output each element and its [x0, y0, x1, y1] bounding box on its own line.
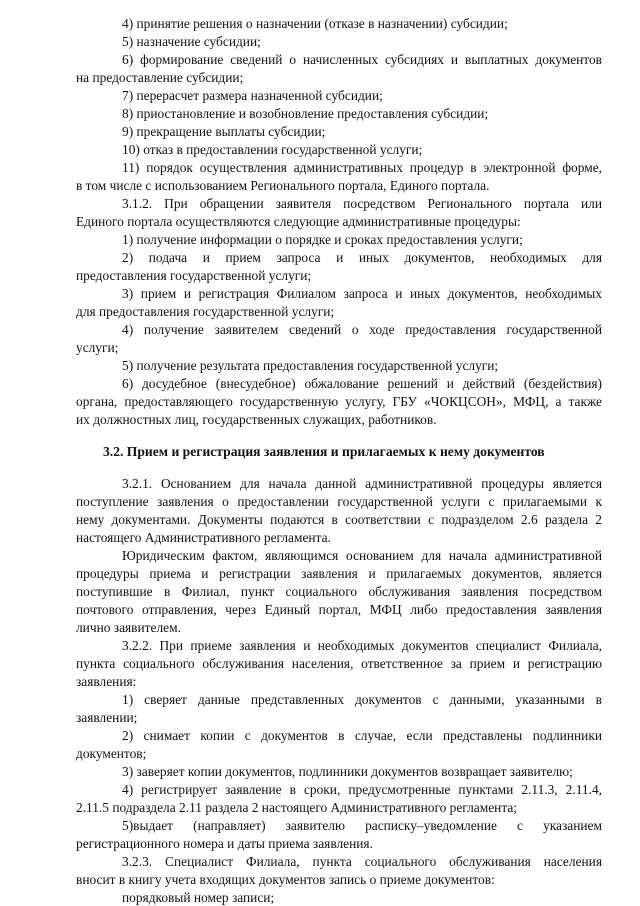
text-line: 6) досудебное (внесудебное) обжалование решений и действий (бездействия): [122, 376, 602, 391]
text-line: Юридическим фактом, являющимся основанием для начала административной: [122, 548, 602, 563]
text-line: 3) заверяет копии документов, подлинники документов возвращает заявителю;: [122, 764, 573, 779]
text-line: их должностных лиц, государственных служащих, работников.: [76, 412, 437, 427]
text-line: 1) получение информации о порядке и сроках предоставления услуги;: [122, 232, 523, 247]
text-line: Единого портала осуществляются следующие административные процедуры:: [76, 214, 521, 229]
text-line: документов;: [76, 746, 147, 761]
text-line: 3.2.1. Основанием для начала данной административной процедуры является: [122, 476, 602, 491]
text-line: заявления:: [76, 674, 137, 689]
text-line: 7) перерасчет размера назначенной субсидии;: [122, 88, 383, 103]
text-line: 3.1.2. При обращении заявителя посредством Регионального портала или: [122, 196, 602, 211]
text-line: 2.11.5 подраздела 2.11 раздела 2 настоящего Административного регламента;: [76, 800, 518, 815]
text-line: поступившие в Филиал, пункт социального обслуживания заявления посредством: [76, 584, 602, 599]
text-line: настоящего Административного регламента.: [76, 530, 331, 545]
text-line: вносит в книгу учета входящих документов запись о приеме документов:: [76, 872, 495, 887]
text-line: 2) снимает копии с документов в случае, если представлены подлинники: [122, 728, 602, 743]
text-line: 1) сверяет данные представленных документов с данными, указанными в: [122, 692, 602, 707]
text-line: услуги;: [76, 340, 119, 355]
text-line: 5) получение результата предоставления государственной услуги;: [122, 358, 499, 373]
text-line: 2) подача и прием запроса и иных документов, необходимых для: [122, 250, 602, 265]
text-line: 4) принятие решения о назначении (отказе в назначении) субсидии;: [122, 16, 508, 31]
text-line: пункта социального обслуживания населения, ответственное за прием и регистрацию: [76, 656, 602, 671]
text-line: порядковый номер записи;: [122, 890, 275, 905]
text-line: 11) порядок осуществления административных процедур в электронной форме,: [122, 160, 602, 175]
text-line: регистрационного номера и даты приема заявления.: [76, 836, 373, 851]
text-line: 3.2.2. При приеме заявления и необходимых документов специалист Филиала,: [122, 638, 602, 653]
text-line: почтового отправления, через Единый портал, МФЦ либо предоставления заявления: [76, 602, 602, 617]
text-line: 4) регистрирует заявление в сроки, предусмотренные пунктами 2.11.3, 2.11.4,: [122, 782, 602, 797]
text-line: на предоставление субсидии;: [76, 70, 244, 85]
text-line: нему документами. Документы подаются в соответствии с подразделом 2.6 раздела 2: [76, 512, 602, 527]
text-line: поступление заявления о предоставлении государственной услуги с прилагаемыми к: [76, 494, 602, 509]
text-line: 5) назначение субсидии;: [122, 34, 261, 49]
section-heading: 3.2. Прием и регистрация заявления и прилагаемых к нему документов: [103, 444, 545, 459]
text-line: 3) прием и регистрация Филиалом запроса и иных документов, необходимых: [122, 286, 602, 301]
text-line: для предоставления государственной услуги;: [76, 304, 335, 319]
text-line: 9) прекращение выплаты субсидии;: [122, 124, 326, 139]
text-line: 6) формирование сведений о начисленных субсидиях и выплатных документов: [122, 52, 602, 67]
text-line: 5)выдает (направляет) заявителю расписку–уведомление с указанием: [122, 818, 602, 833]
text-line: процедуры приема и регистрации заявления и прилагаемых документов, является: [76, 566, 602, 581]
text-line: в том числе с использованием Регионального портала, Единого портала.: [76, 178, 490, 193]
text-line: лично заявителем.: [76, 620, 181, 635]
text-line: 8) приостановление и возобновление предоставления субсидии;: [122, 106, 489, 121]
text-line: предоставления государственной услуги;: [76, 268, 312, 283]
text-line: 4) получение заявителем сведений о ходе предоставления государственной: [122, 322, 602, 337]
text-line: органа, предоставляющего государственную услугу, ГБУ «ЧОКЦСОН», МФЦ, а также: [76, 394, 602, 409]
text-line: 3.2.3. Специалист Филиала, пункта социального обслуживания населения: [122, 854, 602, 869]
text-line: заявлении;: [76, 710, 138, 725]
text-line: 10) отказ в предоставлении государственной услуги;: [122, 142, 423, 157]
